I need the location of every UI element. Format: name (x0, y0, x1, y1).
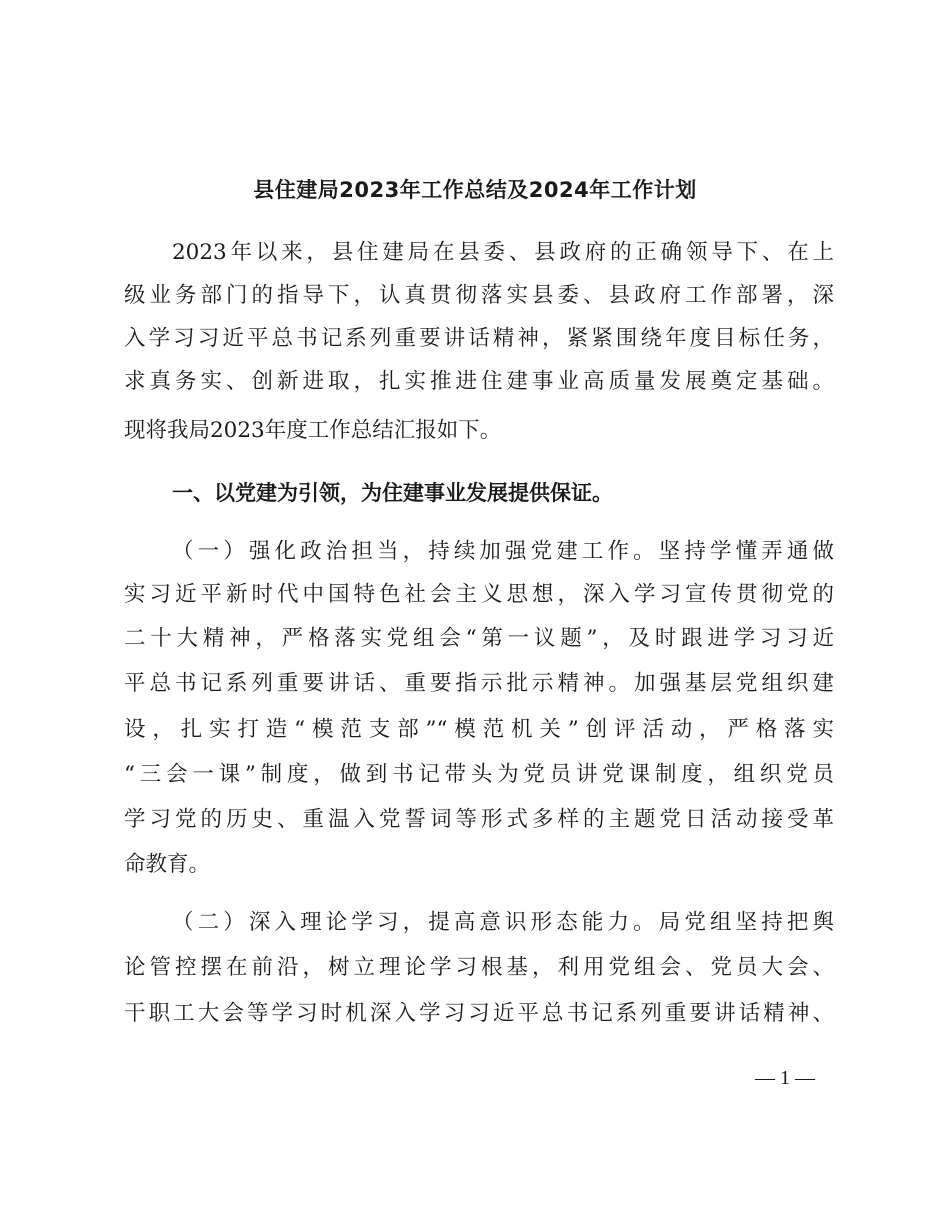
paragraph-line: 论管控摆在前沿，树立理论学习根基，利用党组会、党员大会、 (124, 955, 834, 980)
paragraph-line: “三会一课”制度，做到书记带头为党员讲党课制度，组织党员 (124, 762, 834, 787)
paragraph-line: 实习近平新时代中国特色社会主义思想，深入学习宣传贯彻党的 (124, 582, 834, 607)
document-title: 县住建局2023年工作总结及2024年工作计划 (253, 178, 697, 202)
paragraph-line: 设，扎实打造“模范支部”“模范机关”创评活动，严格落实 (124, 717, 834, 742)
paragraph-line: （一）强化政治担当，持续加强党建工作。坚持学懂弄通做 (172, 539, 834, 564)
paragraph-line: 级业务部门的指导下，认真贯彻落实县委、县政府工作部署，深 (124, 283, 834, 308)
paragraph-line: 干职工大会等学习时机深入学习习近平总书记系列重要讲话精神、 (124, 1001, 834, 1026)
paragraph-line: 命教育。 (124, 852, 211, 877)
paragraph-line: 求真务实、创新进取，扎实推进住建事业高质量发展奠定基础。 (124, 369, 834, 394)
paragraph-line: （二）深入理论学习，提高意识形态能力。局党组坚持把舆 (172, 910, 834, 935)
section-heading: 一、以党建为引领，为住建事业发展提供保证。 (172, 481, 613, 505)
paragraph-line: 学习党的历史、重温入党誓词等形式多样的主题党日活动接受革 (124, 807, 834, 832)
paragraph-line: 入学习习近平总书记系列重要讲话精神，紧紧围绕年度目标任务， (124, 326, 834, 351)
page-number: — 1 — (755, 1067, 815, 1089)
paragraph-line: 2023年以来，县住建局在县委、县政府的正确领导下、在上 (172, 240, 834, 265)
paragraph-line: 平总书记系列重要讲话、重要指示批示精神。加强基层党组织建 (124, 671, 834, 696)
paragraph-line: 二十大精神，严格落实党组会“第一议题”，及时跟进学习习近 (124, 626, 834, 651)
paragraph-line: 现将我局2023年度工作总结汇报如下。 (124, 418, 502, 443)
